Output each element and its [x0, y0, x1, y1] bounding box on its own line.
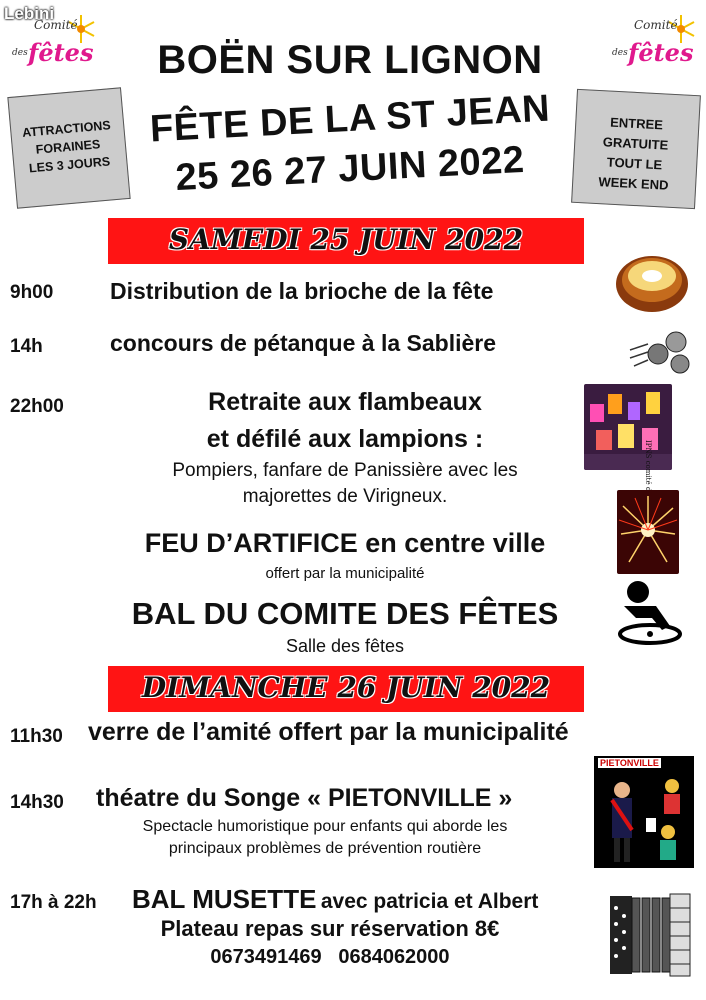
- time-label: 14h: [10, 336, 43, 357]
- petanque-icon: [626, 320, 692, 376]
- logo-word-comite: Comité: [634, 18, 678, 32]
- banner-line: FORAINES: [35, 137, 101, 157]
- event-petanque: concours de pétanque à la Sablière: [110, 330, 497, 356]
- lanterns-photo: [584, 384, 672, 470]
- parade-detail-1: Pompiers, fanfare de Panissière avec les: [172, 460, 518, 481]
- logo-word-des: des: [612, 48, 628, 58]
- actors-illustration: [594, 772, 694, 868]
- event-title: FÊTE DE LA ST JEAN: [149, 87, 551, 151]
- dj-icon: [614, 578, 688, 648]
- event-aperitif: verre de l’amité offert par la municipalité: [88, 718, 569, 746]
- fireworks-title: FEU D’ARTIFICE en centre ville: [144, 528, 546, 558]
- banner-line: LES 3 JOURS: [28, 154, 111, 176]
- bal-musette-title: BAL MUSETTE: [132, 884, 317, 914]
- fireworks-photo: [617, 490, 679, 574]
- watermark-text: Lebini: [4, 4, 55, 23]
- banner-line: TOUT LE: [606, 154, 663, 173]
- logo-word-fetes: fêtes: [28, 38, 94, 67]
- event-brioche: Distribution de la brioche de la fête: [110, 278, 494, 304]
- lantern-parade-title: et défilé aux lampions :: [206, 425, 484, 453]
- logo-word-fetes: fêtes: [628, 38, 694, 67]
- time-label: 9h00: [10, 282, 54, 303]
- parade-detail-2: majorettes de Virigneux.: [242, 486, 448, 507]
- banner-line: WEEK END: [598, 174, 669, 193]
- time-label: 22h00: [10, 396, 64, 417]
- fireworks-sub: offert par la municipalité: [265, 565, 425, 582]
- event-theatre: théatre du Songe « PIETONVILLE »: [96, 784, 513, 812]
- torchlight-title: Retraite aux flambeaux: [208, 388, 482, 416]
- saturday-title: SAMEDI 25 JUIN 2022: [168, 223, 524, 256]
- pietonville-poster: [594, 756, 694, 868]
- banner-line: ENTREE: [609, 114, 664, 133]
- committee-ball-title: BAL DU COMITE DES FÊTES: [131, 596, 559, 631]
- theatre-detail-1: Spectacle humoristique pour enfants qui aborde les: [142, 818, 508, 835]
- meal-reservation: Plateau repas sur réservation 8€: [160, 916, 500, 941]
- time-label: 11h30: [10, 726, 63, 747]
- town-title: BOËN SUR LIGNON: [157, 38, 543, 82]
- logo-word-comite: Comité: [34, 18, 78, 32]
- time-label: 14h30: [10, 792, 64, 813]
- free-entry-banner-text: [572, 111, 698, 197]
- committee-logo-left: [6, 12, 98, 74]
- committee-logo-right: [606, 12, 698, 74]
- fairground-banner-text: [10, 115, 126, 179]
- brioche-icon: [614, 250, 690, 314]
- logo-word-des: des: [12, 48, 28, 58]
- accordion-icon: [608, 888, 692, 980]
- banner-line: ATTRACTIONS: [21, 118, 112, 140]
- theatre-detail-2: principaux problèmes de prévention routière: [168, 840, 482, 857]
- time-label: 17h à 22h: [10, 892, 97, 913]
- sunday-title: DIMANCHE 26 JUIN 2022: [141, 671, 551, 704]
- banner-line: GRATUITE: [602, 134, 669, 153]
- committee-ball-sub: Salle des fêtes: [285, 636, 405, 656]
- event-dates: 25 26 27 JUIN 2022: [174, 138, 526, 200]
- bal-musette-line: [132, 884, 538, 915]
- phone-numbers: 0673491469 0684062000: [210, 946, 450, 968]
- poster-label: PIETONVILLE: [600, 758, 659, 768]
- bal-musette-artists: avec patricia et Albert: [320, 890, 539, 913]
